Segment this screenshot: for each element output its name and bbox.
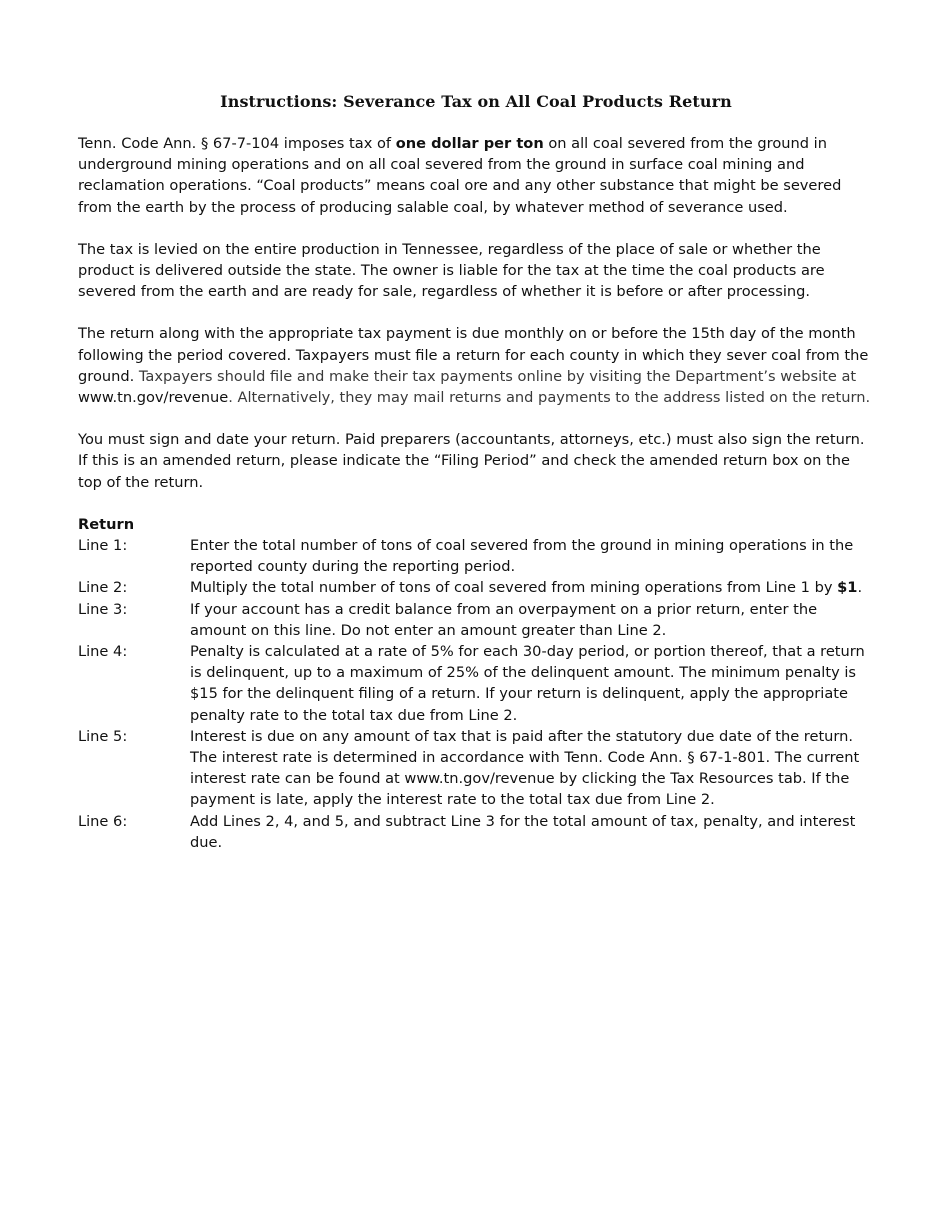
- paragraph-tax-levy: The tax is levied on the entire production in Tennessee, regardless of the place of sale or whether the product is delivered outside the state. The owner is liable for the tax at the time the coal products are severed from the earth and are ready for sale, regardless of whether it is before or after processing.: [78, 240, 825, 301]
- paragraph-due-date-part-1: The return along with the appropriate tax payment is due monthly on or before the 15th day of the month following the period covered. Taxpayers must file a return for each county in which they sever coal from the ground.: [78, 325, 869, 385]
- line-item-label: Line 2:: [78, 579, 128, 597]
- line-item-label: Line 3:: [78, 600, 128, 618]
- line-item-label: Line 6:: [78, 812, 128, 830]
- paragraph-tax-rate-part-1: Tenn. Code Ann. § 67-7-104 imposes tax of: [78, 135, 396, 152]
- paragraph-due-date: [78, 323, 874, 408]
- tax-rate-emphasis: one dollar per ton: [395, 135, 544, 152]
- line-item-label: Line 5:: [78, 727, 128, 745]
- line-item: [78, 535, 874, 577]
- line-item-text: Add Lines 2, 4, and 5, and subtract Line 3 for the total amount of tax, penalty, and interest due.: [190, 812, 856, 851]
- document-page: [78, 92, 874, 853]
- line-item: [78, 641, 874, 726]
- section-heading-return: Return: [78, 515, 135, 533]
- line-item-text: If your account has a credit balance from an overpayment on a prior return, enter the amount on this line. Do not enter an amount greater than Line 2.: [190, 600, 818, 639]
- line-item-text-main: Multiply the total number of tons of coal severed from mining operations from Line 1 by: [190, 579, 838, 597]
- paragraph-tax-rate: [78, 133, 874, 218]
- line-item-text: Interest is due on any amount of tax that is paid after the statutory due date of the return. The interest rate is determined in accordance with Tenn. Code Ann. § 67-1-801. The current interest rate can be found at www.tn.gov/revenue by clicking the Tax Resources tab. If the payment is late, apply the interest rate to the total tax due from Line 2.: [190, 727, 860, 809]
- page-title: Instructions: Severance Tax on All Coal Products Return: [220, 92, 732, 111]
- line-item-label: Line 4:: [78, 643, 128, 661]
- line-item-text: Penalty is calculated at a rate of 5% for each 30-day period, or portion thereof, that a return is delinquent, up to a maximum of 25% of the delinquent amount. The minimum penalty is $15 for the delinquent filing of a return. If your return is delinquent, apply the appropriate penalty rate to the total tax due from Line 2.: [190, 643, 865, 724]
- paragraph-tax-rate-part-2: on all coal severed from the ground in underground mining operations and on all coal severed from the ground in surface coal mining and reclamation operations. “Coal products” means coal ore and any other substance that might be severed from the earth by the process of producing salable coal, by whatever method of severance used.: [78, 135, 842, 216]
- line-item-text-end: .: [857, 579, 863, 597]
- paragraph-due-date-part-3: . Alternatively, they may mail returns and payments to the address listed on the return.: [228, 389, 871, 407]
- line-item: [78, 726, 874, 811]
- line-item-text: [190, 577, 874, 598]
- line-item: [78, 577, 874, 598]
- revenue-website-link[interactable]: www.tn.gov/revenue: [78, 389, 229, 407]
- rate-emphasis: $1: [837, 579, 858, 597]
- line-item: [78, 811, 874, 853]
- line-item: [78, 599, 874, 641]
- paragraph-signature: You must sign and date your return. Paid preparers (accountants, attorneys, etc.) must also sign the return. If this is an amended return, please indicate the “Filing Period” and check the amended return box on the top of the return.: [78, 431, 865, 491]
- line-item-label: Line 1:: [78, 537, 128, 555]
- line-item-text: Enter the total number of tons of coal severed from the ground in mining operations in the reported county during the reporting period.: [190, 537, 854, 576]
- paragraph-due-date-part-2: Taxpayers should file and make their tax payments online by visiting the Department’s website at: [134, 367, 857, 385]
